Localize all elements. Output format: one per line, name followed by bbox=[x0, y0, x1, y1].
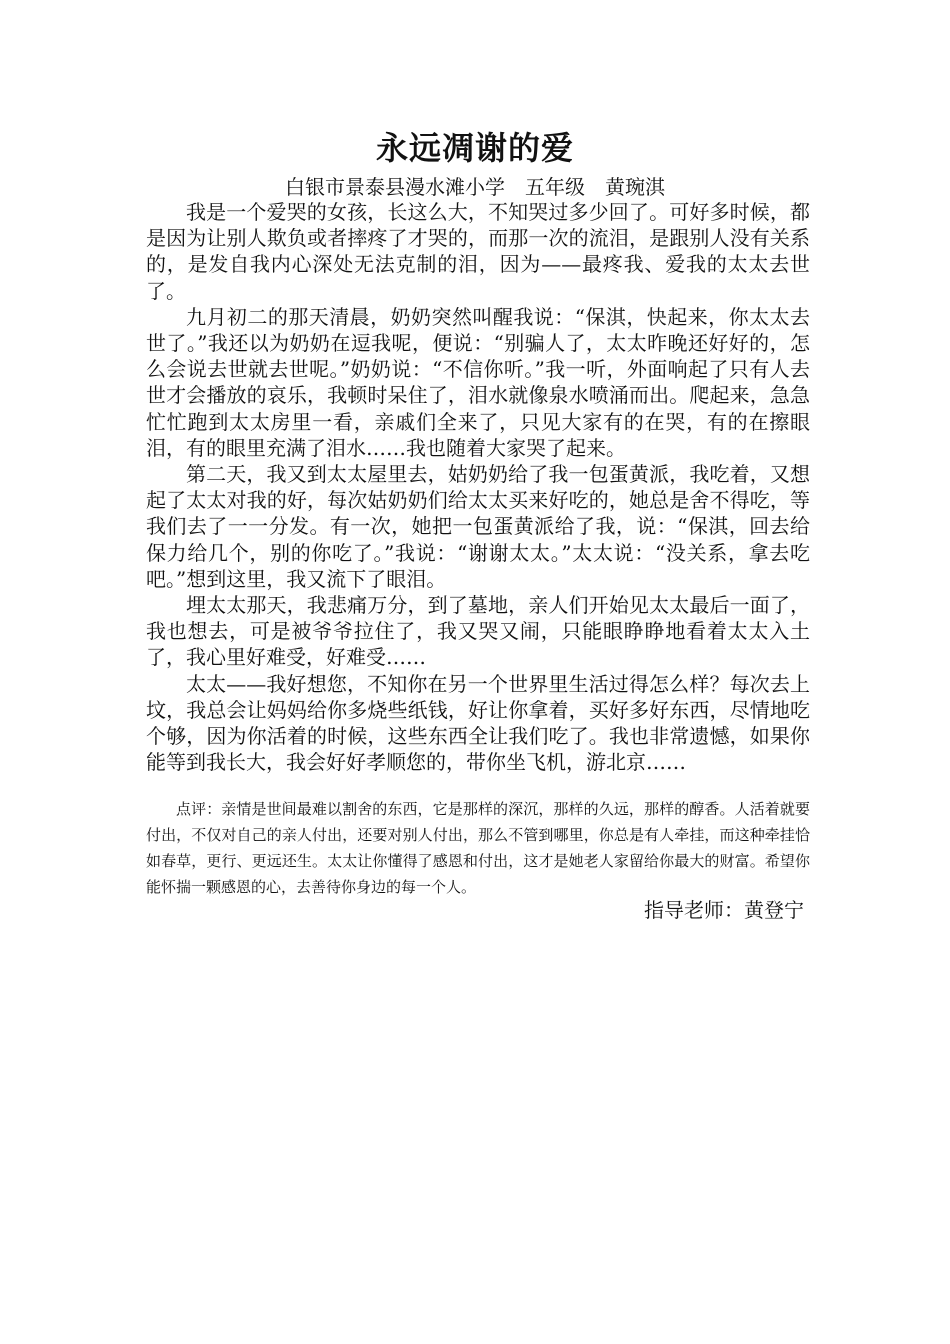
paragraph: 九月初二的那天清晨，奶奶突然叫醒我说：“保淇，快起来，你太太去世了。”我还以为奶奶在逗我呢，便说：“别骗人了，太太昨晚还好好的，怎么会说去世就去世呢。”奶奶说：“不信你听。”我一听，外面响起了只有人去世才会播放的哀乐，我顿时呆住了，泪水就像泉水喷涌而出。爬起来，急急忙忙跑到太太房里一看，亲戚们全来了，只见大家有的在哭，有的在擦眼泪，有的眼里充满了泪水……我也随着大家哭了起来。 bbox=[146, 304, 810, 460]
paragraph: 我是一个爱哭的女孩，长这么大，不知哭过多少回了。可好多时候，都是因为让别人欺负或者摔疼了才哭的，而那一次的流泪，是跟别人没有关系的，是发自我内心深处无法克制的泪，因为——最疼我、爱我的太太去世了。 bbox=[146, 200, 810, 303]
instructor-signature: 指导老师：黄登宁 bbox=[644, 898, 804, 922]
teacher-comment bbox=[146, 796, 810, 900]
author-byline: 白银市景泰县漫水滩小学 五年级 黄琬淇 bbox=[285, 175, 665, 199]
essay-title: 永远凋谢的爱 bbox=[375, 129, 574, 167]
essay-body bbox=[146, 199, 810, 775]
paragraph: 埋太太那天，我悲痛万分，到了墓地，亲人们开始见太太最后一面了，我也想去，可是被爷爷拉住了，我又哭又闹，只能眼睁睁地看着太太入土了，我心里好难受，好难受…… bbox=[146, 593, 810, 670]
paragraph: 太太——我好想您，不知你在另一个世界里生活过得怎么样？每次去上坟，我总会让妈妈给你多烧些纸钱，好让你拿着，买好多好东西，尽情地吃个够，因为你活着的时候，这些东西全让我们吃了。我也非常遗憾，如果你能等到我长大，我会好好孝顺您的，带你坐飞机，游北京…… bbox=[146, 671, 810, 775]
comment-text: 点评：亲情是世间最难以割舍的东西，它是那样的深沉，那样的久远，那样的醇香。人活着就要付出，不仅对自己的亲人付出，还要对别人付出，那么不管到哪里，你总是有人牵挂，而这种牵挂恰如春草，更行、更远还生。太太让你懂得了感恩和付出，这才是她老人家留给你最大的财富。希望你能怀揣一颗感恩的心，去善待你身边的每一个人。 bbox=[146, 800, 810, 896]
paragraph: 第二天，我又到太太屋里去，姑奶奶给了我一包蛋黄派，我吃着，又想起了太太对我的好，每次姑奶奶们给太太买来好吃的，她总是舍不得吃，等我们去了一一分发。有一次，她把一包蛋黄派给了我，说：“保淇，回去给保力给几个，别的你吃了。”我说：“谢谢太太。”太太说：“没关系，拿去吃吧。”想到这里，我又流下了眼泪。 bbox=[146, 462, 810, 591]
